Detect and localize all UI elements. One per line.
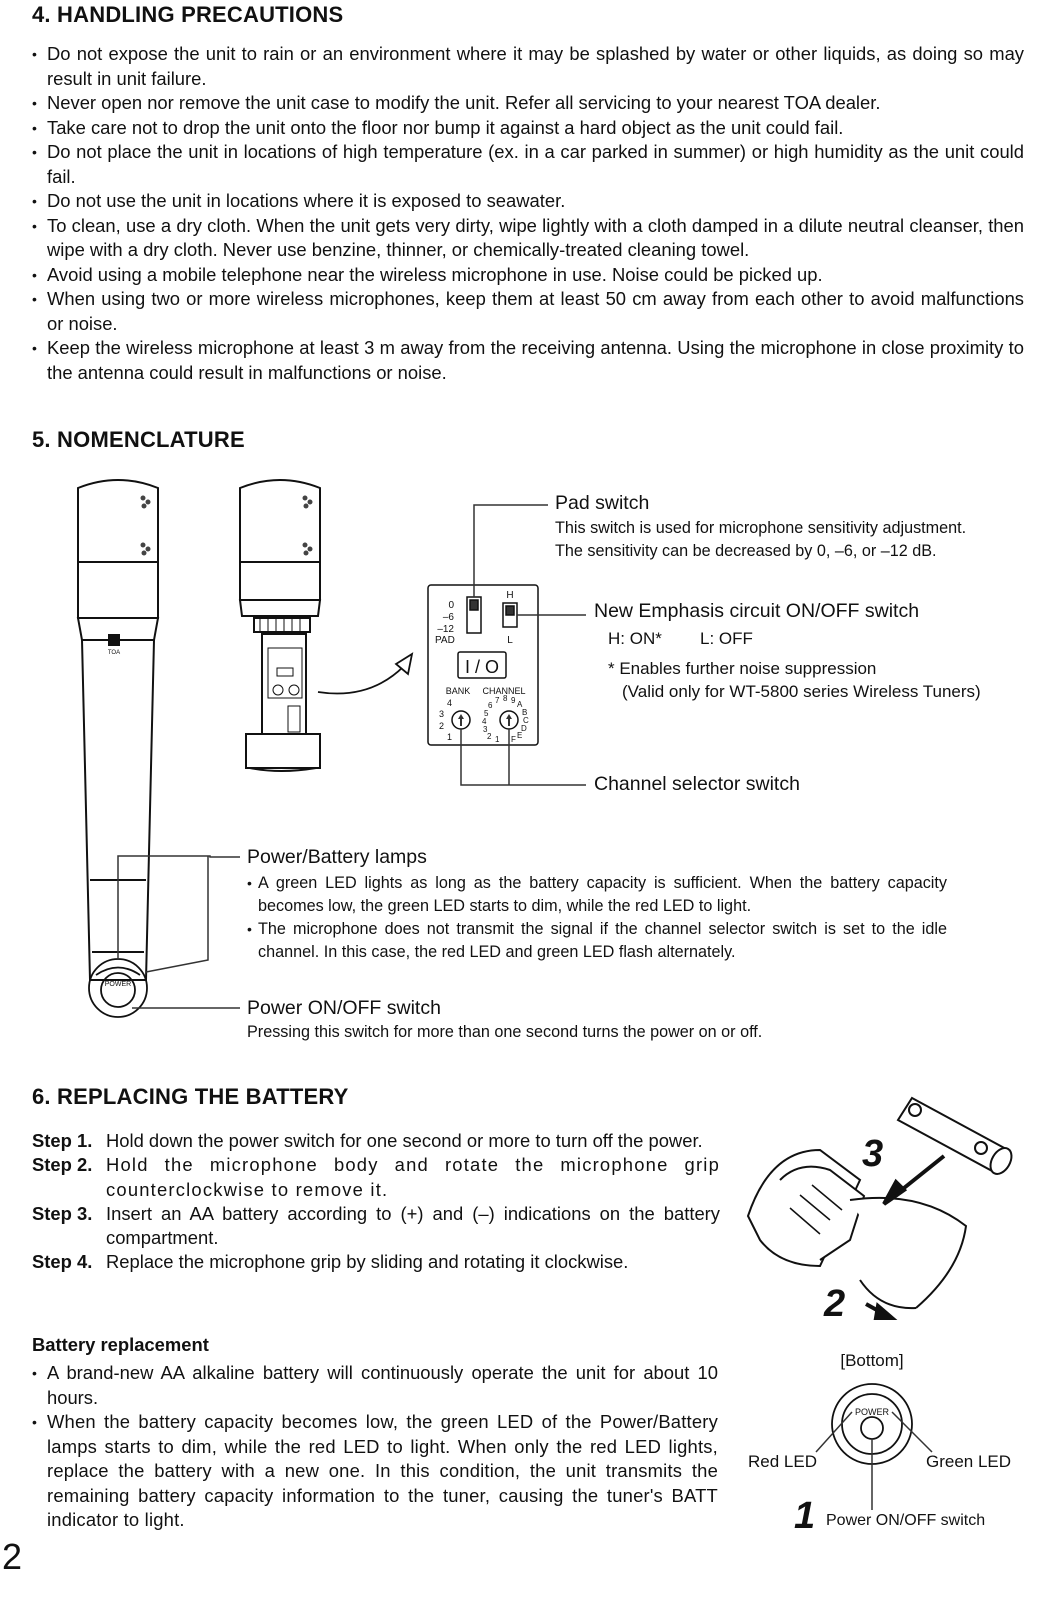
svg-text:I / O: I / O <box>464 657 500 677</box>
battery-replacement-title: Battery replacement <box>32 1334 209 1355</box>
list-item: • Keep the wireless microphone at least 3 m away from the receiving antenna. Using the microphone in close proximity to the antenna could result in malfunctions or noise. <box>32 336 1024 385</box>
magnify-arrow-icon <box>318 654 412 694</box>
step-row <box>32 1250 720 1274</box>
step-number: Step 4. <box>32 1251 93 1273</box>
emphasis-note: (Valid only for WT-5800 series Wireless Tuners) <box>622 682 981 701</box>
pad-switch-desc: The sensitivity can be decreased by 0, –6, or –12 dB. <box>555 542 937 560</box>
emphasis-note: * Enables further noise suppression <box>608 659 877 678</box>
list-item: • To clean, use a dry cloth. When the unit gets very dirty, wipe lightly with a cloth damped in a dilute neutral cleanser, then wipe with a dry cloth. Never use benzine, thinner, or chemically-treated cleaning towel. <box>32 214 1024 263</box>
svg-text:2: 2 <box>824 1283 846 1325</box>
list-item: • The microphone does not transmit the signal if the channel selector switch is set to the idle channel. In this case, the red LED and green LED flash alternately. <box>247 918 947 964</box>
page-number: 2 <box>2 1536 23 1577</box>
svg-text:6: 6 <box>488 701 493 710</box>
emphasis-off: L: OFF <box>700 629 753 648</box>
svg-text:3: 3 <box>439 709 445 719</box>
list-item: • When the battery capacity becomes low, the green LED of the Power/Battery lamps starts to dim, while the red LED to light. When only the red LED lights, replace the battery with a new one. In this condition, the unit transmits the remaining battery capacity information to the tuner, causing the tuner's BATT indicator to light. <box>32 1410 718 1533</box>
svg-text:7: 7 <box>495 696 500 705</box>
list-item: • Never open nor remove the unit case to modify the unit. Refer all servicing to your nearest TOA dealer. <box>32 91 1024 116</box>
section-title-handling: 4. HANDLING PRECAUTIONS <box>32 2 344 27</box>
pad-switch-label: Pad switch <box>555 492 650 514</box>
section-title-nomenclature: 5. NOMENCLATURE <box>32 427 245 452</box>
section-title-battery: 6. REPLACING THE BATTERY <box>32 1084 349 1109</box>
svg-text:TOA: TOA <box>107 650 121 656</box>
arrow-2-icon <box>866 1304 892 1318</box>
step-number: Step 3. <box>32 1202 93 1224</box>
svg-text:L: L <box>507 635 513 646</box>
svg-text:Green LED: Green LED <box>926 1452 1012 1471</box>
channel-selector-label: Channel selector switch <box>594 773 800 795</box>
svg-text:POWER: POWER <box>854 1407 890 1417</box>
svg-text:Power ON/OFF switch: Power ON/OFF switch <box>826 1512 986 1529</box>
svg-text:3: 3 <box>862 1133 884 1175</box>
battery-replacement-list <box>32 1361 718 1533</box>
step-row <box>32 1153 720 1202</box>
power-switch-label: Power ON/OFF switch <box>247 997 441 1019</box>
arrow-3-icon <box>884 1156 944 1204</box>
svg-text:POWER: POWER <box>104 981 132 988</box>
svg-text:9: 9 <box>511 696 516 705</box>
list-item: • Do not expose the unit to rain or an environment where it may be splashed by water or other liquids, as doing so may result in unit failure. <box>32 42 1024 91</box>
emphasis-switch-label: New Emphasis circuit ON/OFF switch <box>594 600 920 622</box>
pad-switch-desc: This switch is used for microphone sensitivity adjustment. <box>555 519 967 537</box>
svg-text:1: 1 <box>794 1495 816 1535</box>
emphasis-on: H: ON* <box>608 629 662 648</box>
power-battery-lamps-label: Power/Battery lamps <box>247 846 427 868</box>
list-item: • A green LED lights as long as the battery capacity is sufficient. When the battery capacity becomes low, the green LED starts to dim, while the red LED to light. <box>247 872 947 918</box>
svg-text:3: 3 <box>483 725 488 734</box>
svg-text:H: H <box>506 590 514 601</box>
svg-text:[Bottom]: [Bottom] <box>840 1351 904 1370</box>
svg-text:CHANNEL: CHANNEL <box>482 686 526 696</box>
svg-text:1: 1 <box>447 732 453 742</box>
svg-text:2: 2 <box>439 721 445 731</box>
svg-text:Red LED: Red LED <box>748 1452 817 1471</box>
svg-text:BANK: BANK <box>445 686 471 696</box>
list-item: • Take care not to drop the unit onto the floor nor bump it against a hard object as the unit could fail. <box>32 116 1024 141</box>
svg-text:4: 4 <box>482 717 487 726</box>
svg-text:2: 2 <box>487 732 492 741</box>
svg-text:–6: –6 <box>442 612 454 623</box>
svg-text:5: 5 <box>484 709 489 718</box>
list-item: • Do not place the unit in locations of high temperature (ex. in a car parked in summer) or high humidity as the unit could fail. <box>32 140 1024 189</box>
microphone-open-illustration <box>240 480 320 771</box>
list-item: • Do not use the unit in locations where it is exposed to seawater. <box>32 189 1024 214</box>
step-number: Step 1. <box>32 1130 93 1151</box>
step-number: Step 2. <box>32 1154 93 1176</box>
list-item: • Avoid using a mobile telephone near the wireless microphone in use. Noise could be picked up. <box>32 263 1024 288</box>
svg-text:A: A <box>517 700 523 709</box>
svg-text:1: 1 <box>495 735 500 744</box>
step-text: Insert an AA battery according to (+) and (–) indications on the battery compartment. <box>106 1202 720 1249</box>
step-row <box>32 1129 720 1153</box>
list-item: • A brand-new AA alkaline battery will continuously operate the unit for about 10 hours. <box>32 1361 718 1410</box>
step-text: Hold the microphone body and rotate the microphone grip counterclockwise to remove it. <box>106 1154 720 1200</box>
svg-text:PAD: PAD <box>435 635 455 646</box>
svg-text:8: 8 <box>503 694 508 703</box>
svg-text:–12: –12 <box>437 624 454 635</box>
svg-text:0: 0 <box>448 600 454 611</box>
toa-logo-icon <box>108 634 120 656</box>
svg-text:F: F <box>511 735 516 744</box>
svg-text:4: 4 <box>447 698 453 708</box>
svg-text:C: C <box>523 716 529 725</box>
battery-steps <box>32 1129 720 1275</box>
list-item: • When using two or more wireless microphones, keep them at least 50 cm away from each other to avoid malfunctions or noise. <box>32 287 1024 336</box>
step-text: Hold down the power switch for one second or more to turn off the power. <box>106 1130 703 1151</box>
svg-text:B: B <box>522 708 528 717</box>
battery-icon <box>898 1098 1016 1178</box>
mic-body-illustration <box>748 1150 966 1308</box>
svg-text:E: E <box>517 731 523 740</box>
battery-figure <box>730 1085 1047 1535</box>
svg-text:D: D <box>521 724 527 733</box>
step-text: Replace the microphone grip by sliding and rotating it clockwise. <box>106 1251 629 1273</box>
lamps-notes-list <box>247 872 947 964</box>
handling-precautions-list <box>32 42 1024 385</box>
step-row <box>32 1202 720 1251</box>
power-switch-desc: Pressing this switch for more than one second turns the power on or off. <box>247 1023 763 1041</box>
